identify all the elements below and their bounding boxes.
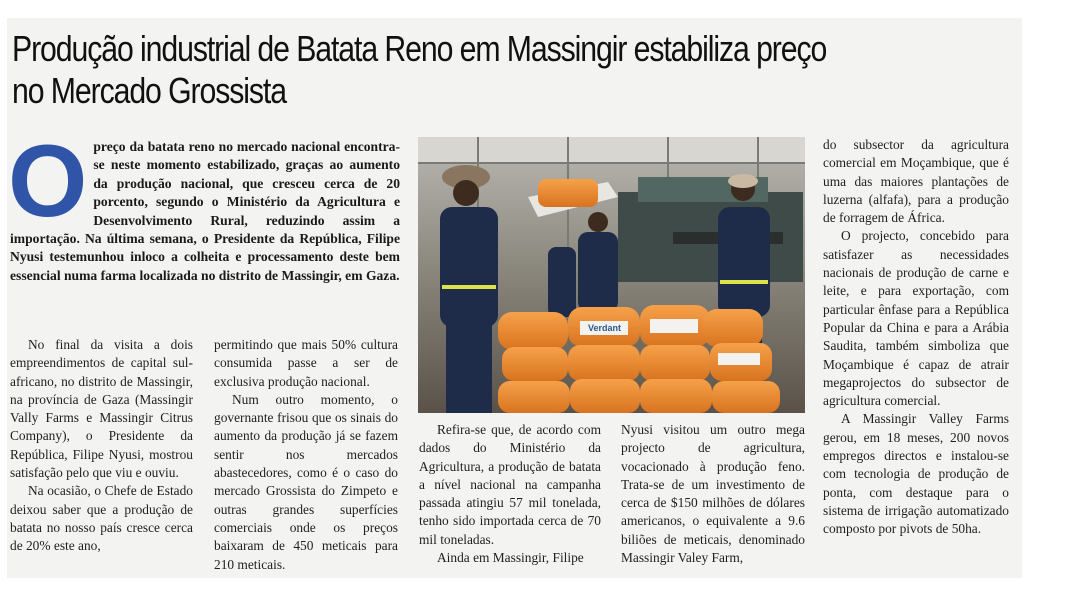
paragraph: Nyusi visitou um outro mega projecto de agricultura, vocacionado à produção feno. Trata-se de um investimento de cerca de $150 milhões de dólares americanos, o equivalente a 9.6 biliões de meticais, denominado Massingir Valey Farm, [621, 422, 805, 566]
paragraph: permitindo que mais 50% cultura consumida passe a ser de exclusiva produção nacional. [214, 337, 398, 389]
paragraph: No final da visita a dois empreendimentos de capital sul-africano, no distrito de Massingir, na província de Gaza (Massingir Vally Farms e Massingir Citrus Company), o Presidente da República, Filipe Nyusi, mostrou satisfação pelo que viu e ouviu. [10, 337, 193, 481]
text-column-5 [823, 136, 1009, 539]
article-lead [8, 124, 400, 285]
text-column-2 [214, 336, 398, 574]
drop-cap: O [8, 124, 88, 238]
paragraph: Na ocasião, o Chefe de Estado deixou saber que a produção de batata no nosso país cresce cerca de 20% este ano, [10, 483, 193, 554]
potato-bags [498, 305, 780, 413]
text-column-4 [621, 421, 805, 567]
paragraph: O projecto, concebido para satisfazer as necessidades nacionais de produção de carne e leite, e para exportação, com particular ênfase para a República Popular da China e para a Arábia Saudita, também simboliza que Moçambique é capaz de atrair megaprojectos do subsector de agricultura comercial. [823, 228, 1009, 409]
paragraph: Ainda em Massingir, Filipe [437, 550, 584, 566]
article-photo [418, 137, 805, 413]
paragraph: A Massingir Valley Farms gerou, em 18 meses, 200 novos empregos directos e instalou-se com tecnologia de produção de ponta, com destaque para o sistema de irrigação automatizado composto por pivots de 50ha. [823, 411, 1009, 537]
article-headline: Produção industrial de Batata Reno em Massingir estabiliza preço no Mercado Grossista [12, 28, 827, 111]
lead-text: preço da batata reno no mercado nacional encontra-se neste momento estabilizado, graças ao aumento da produção nacional, que cresceu cerca de 20 porcento, segundo o Ministério da Agricultura e Desenvolvimento Rural, reduzindo assim a importação. Na última semana, o Presidente da República, Filipe Nyusi testemunhou inloco a colheita e processamento deste bem essencial numa farma localizada no distrito de Massingir, em Gaza. [10, 139, 400, 283]
photo-illustration [418, 137, 805, 413]
paragraph: do subsector da agricultura comercial em Moçambique, que é uma das maiores plantações de luzerna (alfafa), para a produção de forragem de África. [823, 137, 1009, 226]
text-column-3 [419, 421, 601, 567]
text-column-1 [10, 336, 193, 556]
paragraph: Num outro momento, o governante frisou que os sinais do aumento da produção já se fazem sentir nos mercados abastecedores, como é o caso do mercado Grossista do Zimpeto e outras grandes superfícies comerciais onde os preços baixaram de 450 meticais para 210 meticais. [214, 391, 398, 572]
paragraph: Refira-se que, de acordo com dados do Ministério da Agricultura, a produção de batata a nível nacional na campanha passada atingiu 57 mil tonelada, tenho sido importada cerca de 70 mil toneladas. [419, 422, 601, 547]
bag-label: Verdant [588, 323, 622, 333]
